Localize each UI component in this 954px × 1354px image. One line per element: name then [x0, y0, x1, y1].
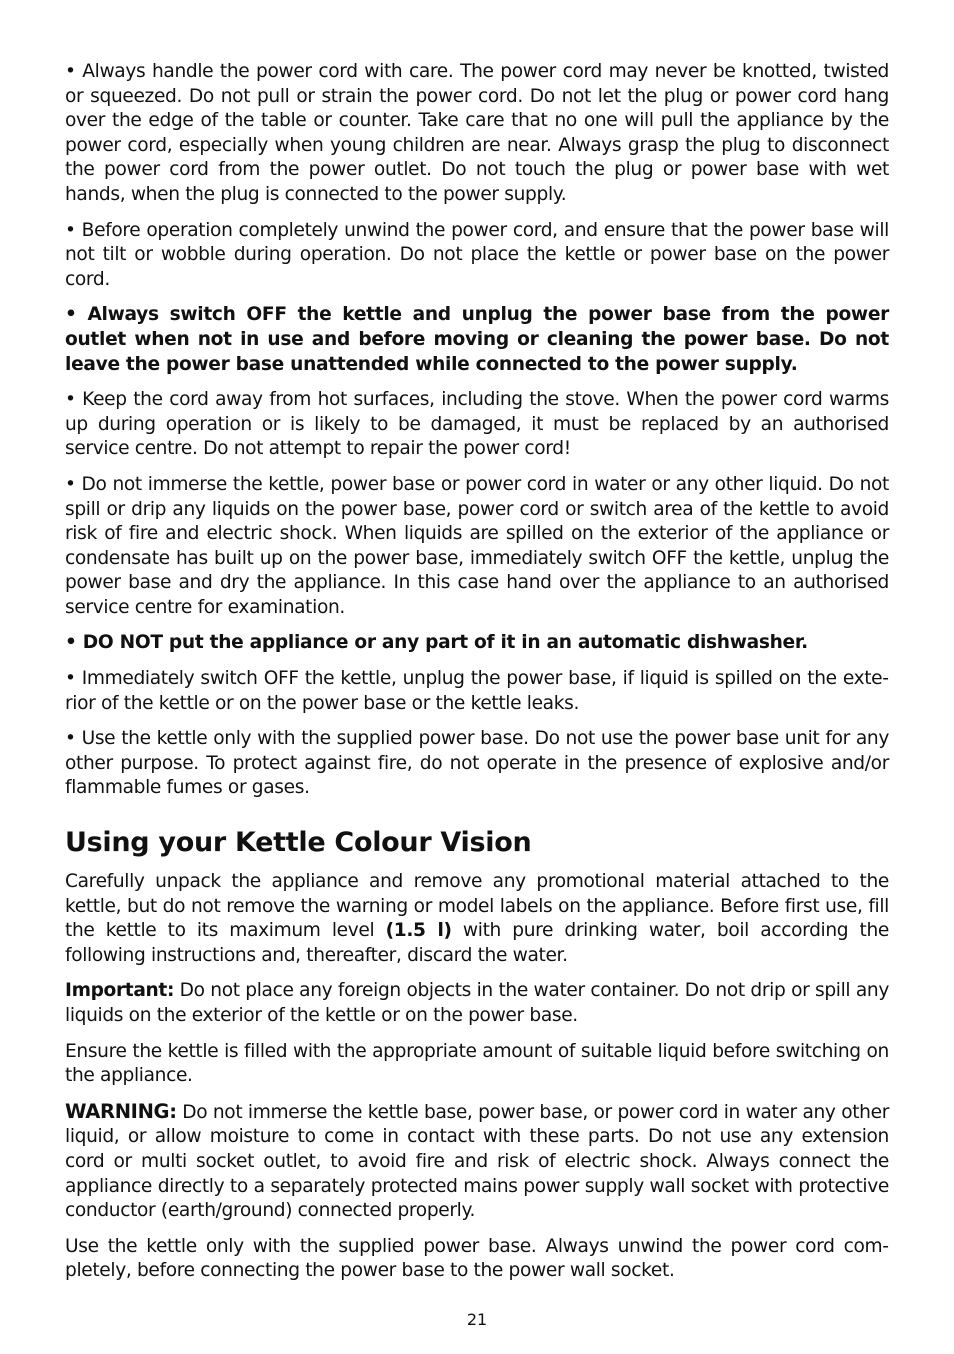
intro-paragraph — [65, 870, 889, 968]
safety-do-not-immerse: • Do not immerse the kettle, power base or power cord in water or any other liquid. Do not spill or drip any liquids on the power base, power cord or switch area of the kettle to avoid risk of fire and electric shock. When liquids are spilled on the exterior of the appliance or condensate has built up on the power base, immediately switch OFF the kettle, unplug the power base and dry the appliance. In this case hand over the appliance to an authorised service centre for examination. — [65, 473, 889, 618]
important-text: Do not place any foreign objects in the water container. Do not drip or spill any liquids on the exterior of the kettle or on the power base. — [65, 980, 889, 1026]
safety-cord-handling: • Always handle the power cord with care. The power cord may never be knotted, twisted or squeezed. Do not pull or strain the power cord. Do not let the plug or power cord hang over the edge of the table or counter. Take care that no one will pull the appliance by the power cord, especially when young children are near. Always grasp the plug to disconnect the power cord from the power outlet. Do not touch the plug or power base with wet hands, when the plug is connected to the power supply. — [65, 61, 889, 205]
warning-paragraph — [65, 1100, 889, 1224]
manual-page — [65, 60, 889, 1295]
page-number: 21 — [466, 1310, 488, 1329]
intro-text-start: Carefully unpack the appliance and remove any promotional material attached to the kettle, but do not remove the warning or model labels on the appliance. Before first use, fill the kettle to its maximum level — [65, 871, 889, 942]
safety-spilled-liquid: • Immediately switch OFF the kettle, unplug the power base, if liquid is spilled on the exterior of the kettle or on the power base or the kettle leaks. — [65, 668, 889, 714]
ensure-filled-paragraph: Ensure the kettle is filled with the appropriate amount of suitable liquid before switching on the appliance. — [65, 1040, 889, 1087]
safety-hot-surfaces: • Keep the cord away from hot surfaces, including the stove. When the power cord warms up during operation or is likely to be damaged, it must be replaced by an authorised service centre. Do not attempt to repair the power cord! — [65, 389, 889, 460]
safety-no-dishwasher: • DO NOT put the appliance or any part of it in an automatic dishwasher. — [65, 632, 808, 654]
use-supplied-base-paragraph: Use the kettle only with the supplied power base. Always unwind the power cord completely, before connecting the power base to the power wall socket. — [65, 1235, 889, 1282]
safety-unwind-cord: • Before operation completely unwind the power cord, and ensure that the power base will not tilt or wobble during operation. Do not place the kettle or power base on the power cord. — [65, 219, 889, 290]
section-heading: Using your Kettle Colour Vision — [65, 827, 532, 859]
warning-label: WARNING: — [65, 1099, 177, 1123]
max-level-value: (1.5 l) — [385, 920, 452, 942]
warning-text: Do not immerse the kettle base, power base, or power cord in water any other liquid, or allow moisture to come in contact with these parts. Do not use any extension cord or multi socket outlet, to avoid fire and risk of electric shock. Always connect the appliance directly to a separately protected mains power supply wall socket with protective conductor (earth/ground) connected properly. — [65, 1101, 889, 1222]
important-label: Important: — [65, 980, 175, 1002]
safety-switch-off-unplug: • Always switch OFF the kettle and unplug the power base from the power outlet when not in use and before moving or cleaning the power base. Do not leave the power base unattended while connected to the power supply. — [65, 304, 889, 375]
important-paragraph — [65, 979, 889, 1028]
safety-supplied-base-only: • Use the kettle only with the supplied power base. Do not use the power base unit for any other purpose. To protect against fire, do not operate in the presence of explosive and/or flammable fumes or gases. — [65, 728, 889, 799]
intro-text-end: with pure drinking water, boil according the following instructions and, thereafter, discard the water. — [65, 920, 889, 966]
